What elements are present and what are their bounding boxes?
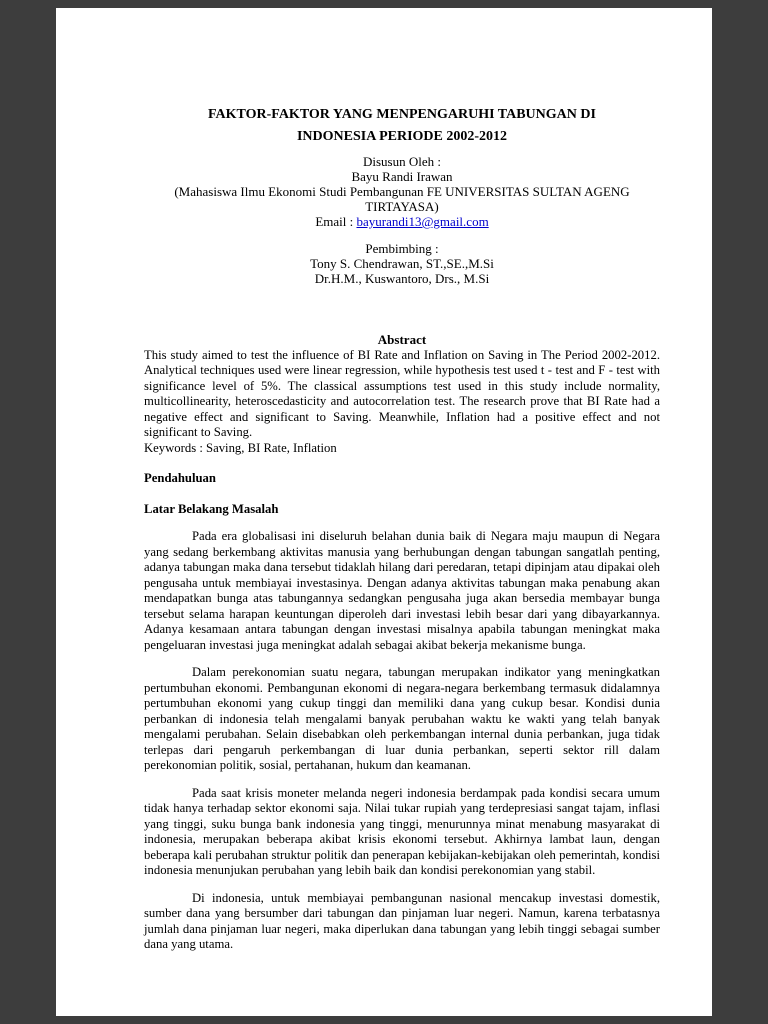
- subsection-heading-latar-belakang: Latar Belakang Masalah: [144, 501, 279, 516]
- abstract-heading: Abstract: [377, 332, 427, 347]
- paper-title-line-1: FAKTOR-FAKTOR YANG MENPENGARUHI TABUNGAN DI: [208, 107, 596, 122]
- body-paragraph-2: Dalam perekonomian suatu negara, tabungan merupakan indikator yang meningkatkan pertumbuhan ekonomi. Pembangunan ekonomi di negara-negara berkembang termasuk didalamnya pertumbuhan ekonomi yang cukup tinggi dan memiliki dana yang cukup besar. Kondisi dunia perbankan di indonesia telah mengalami banyak perubahan waktu ke wakti yang telah banyak mengalami perubahan. Selain disebabkan oleh perkembangan internal dunia perbankan, juga tidak terlepas dari pengaruh perkembangan di luar dunia perbankan, seperti sektor rill dalam perekonomian politik, sosial, pertahanan, hukum dan keamanan.: [144, 665, 660, 772]
- body-paragraph-3: Pada saat krisis moneter melanda negeri indonesia berdampak pada kondisi secara umum tidak hanya terhadap sektor ekonomi saja. Nilai tukar rupiah yang terdepresiasi sangat tajam, inflasi yang tinggi, suku bunga bank indonesia yang tinggi, menurunnya minat menabung masyarakat di indonesia, merupakan beberapa akibat krisis ekonomi tersebut. Akhirnya lambat laun, dengan beberapa kali perubahan struktur politik dan penerapan kebijakan-kebijakan oleh pemerintah, kondisi indonesia menunjukan perubahan yang lebih baik dan kondisi perekonomian yang stabil.: [144, 785, 660, 877]
- author-block: [144, 154, 660, 229]
- byline-label: Disusun Oleh :: [363, 154, 441, 169]
- email-label: Email :: [315, 214, 357, 229]
- advisor-name-2: Dr.H.M., Kuswantoro, Drs., M.Si: [314, 271, 490, 286]
- email-line: [144, 214, 660, 229]
- keywords-line: Keywords : Saving, BI Rate, Inflation: [144, 440, 337, 455]
- document-page: [56, 8, 712, 1016]
- section-heading-pendahuluan: Pendahuluan: [144, 471, 216, 485]
- author-name: Bayu Randi Irawan: [351, 169, 453, 184]
- author-affiliation: (Mahasiswa Ilmu Ekonomi Studi Pembangunan FE UNIVERSITAS SULTAN AGENG TIRTAYASA): [174, 184, 630, 214]
- advisor-name-1: Tony S. Chendrawan, ST.,SE.,M.Si: [310, 256, 494, 271]
- abstract-body: This study aimed to test the influence of BI Rate and Inflation on Saving in The Period 2002-2012. Analytical techniques used were linear regression, while hypothesis test used t - test and F - test with significance level of 5%. The classical assumptions test used in this study include normality, multicollinearity, heteroscedasticity and autocorrelation test. The research prove that BI Rate had a negative effect and significant to Saving. Meanwhile, Inflation had a positive effect and not significant to Saving.: [144, 347, 660, 439]
- advisor-label: Pembimbing :: [365, 241, 439, 256]
- body-paragraph-4: Di indonesia, untuk membiayai pembangunan nasional mencakup investasi domestik, sumber dana yang bersumber dari tabungan dan pinjaman luar negeri. Namun, karena terbatasnya jumlah dana pinjaman luar negeri, maka diperlukan dana tabungan yang lebih tinggi sebagai sumber dana yang utama.: [144, 890, 660, 951]
- paper-title: [144, 104, 660, 148]
- email-link[interactable]: bayurandi13@gmail.com: [356, 214, 489, 229]
- body-paragraph-1: Pada era globalisasi ini diseluruh belahan dunia baik di Negara maju maupun di Negara yang sedang berkembang aktivitas manusia yang berhubungan dengan tabungan sangatlah penting, adanya tabungan maka dana tersebut tidaklah hilang dari peredaran, tetapi dipinjam atau dipakai oleh pengusaha untuk membiayai investasinya. Dengan adanya aktivitas tabungan maka penabung akan mendapatkan bunga atas tabungannya sedangkan pengusaha juga akan bersedia membayar bunga tersebut selama harapan keuntungan diperoleh dari investasi lebih besar dari yang dibayarkannya. Adanya kesamaan antara tabungan dengan investasi misalnya apabila tabungan meningkat maka pengeluaran investasi juga meningkat adalah sebagai akibat bekerja mekanisme bunga.: [144, 529, 660, 652]
- paper-title-line-2: INDONESIA PERIODE 2002-2012: [296, 129, 508, 144]
- advisor-block: [144, 241, 660, 286]
